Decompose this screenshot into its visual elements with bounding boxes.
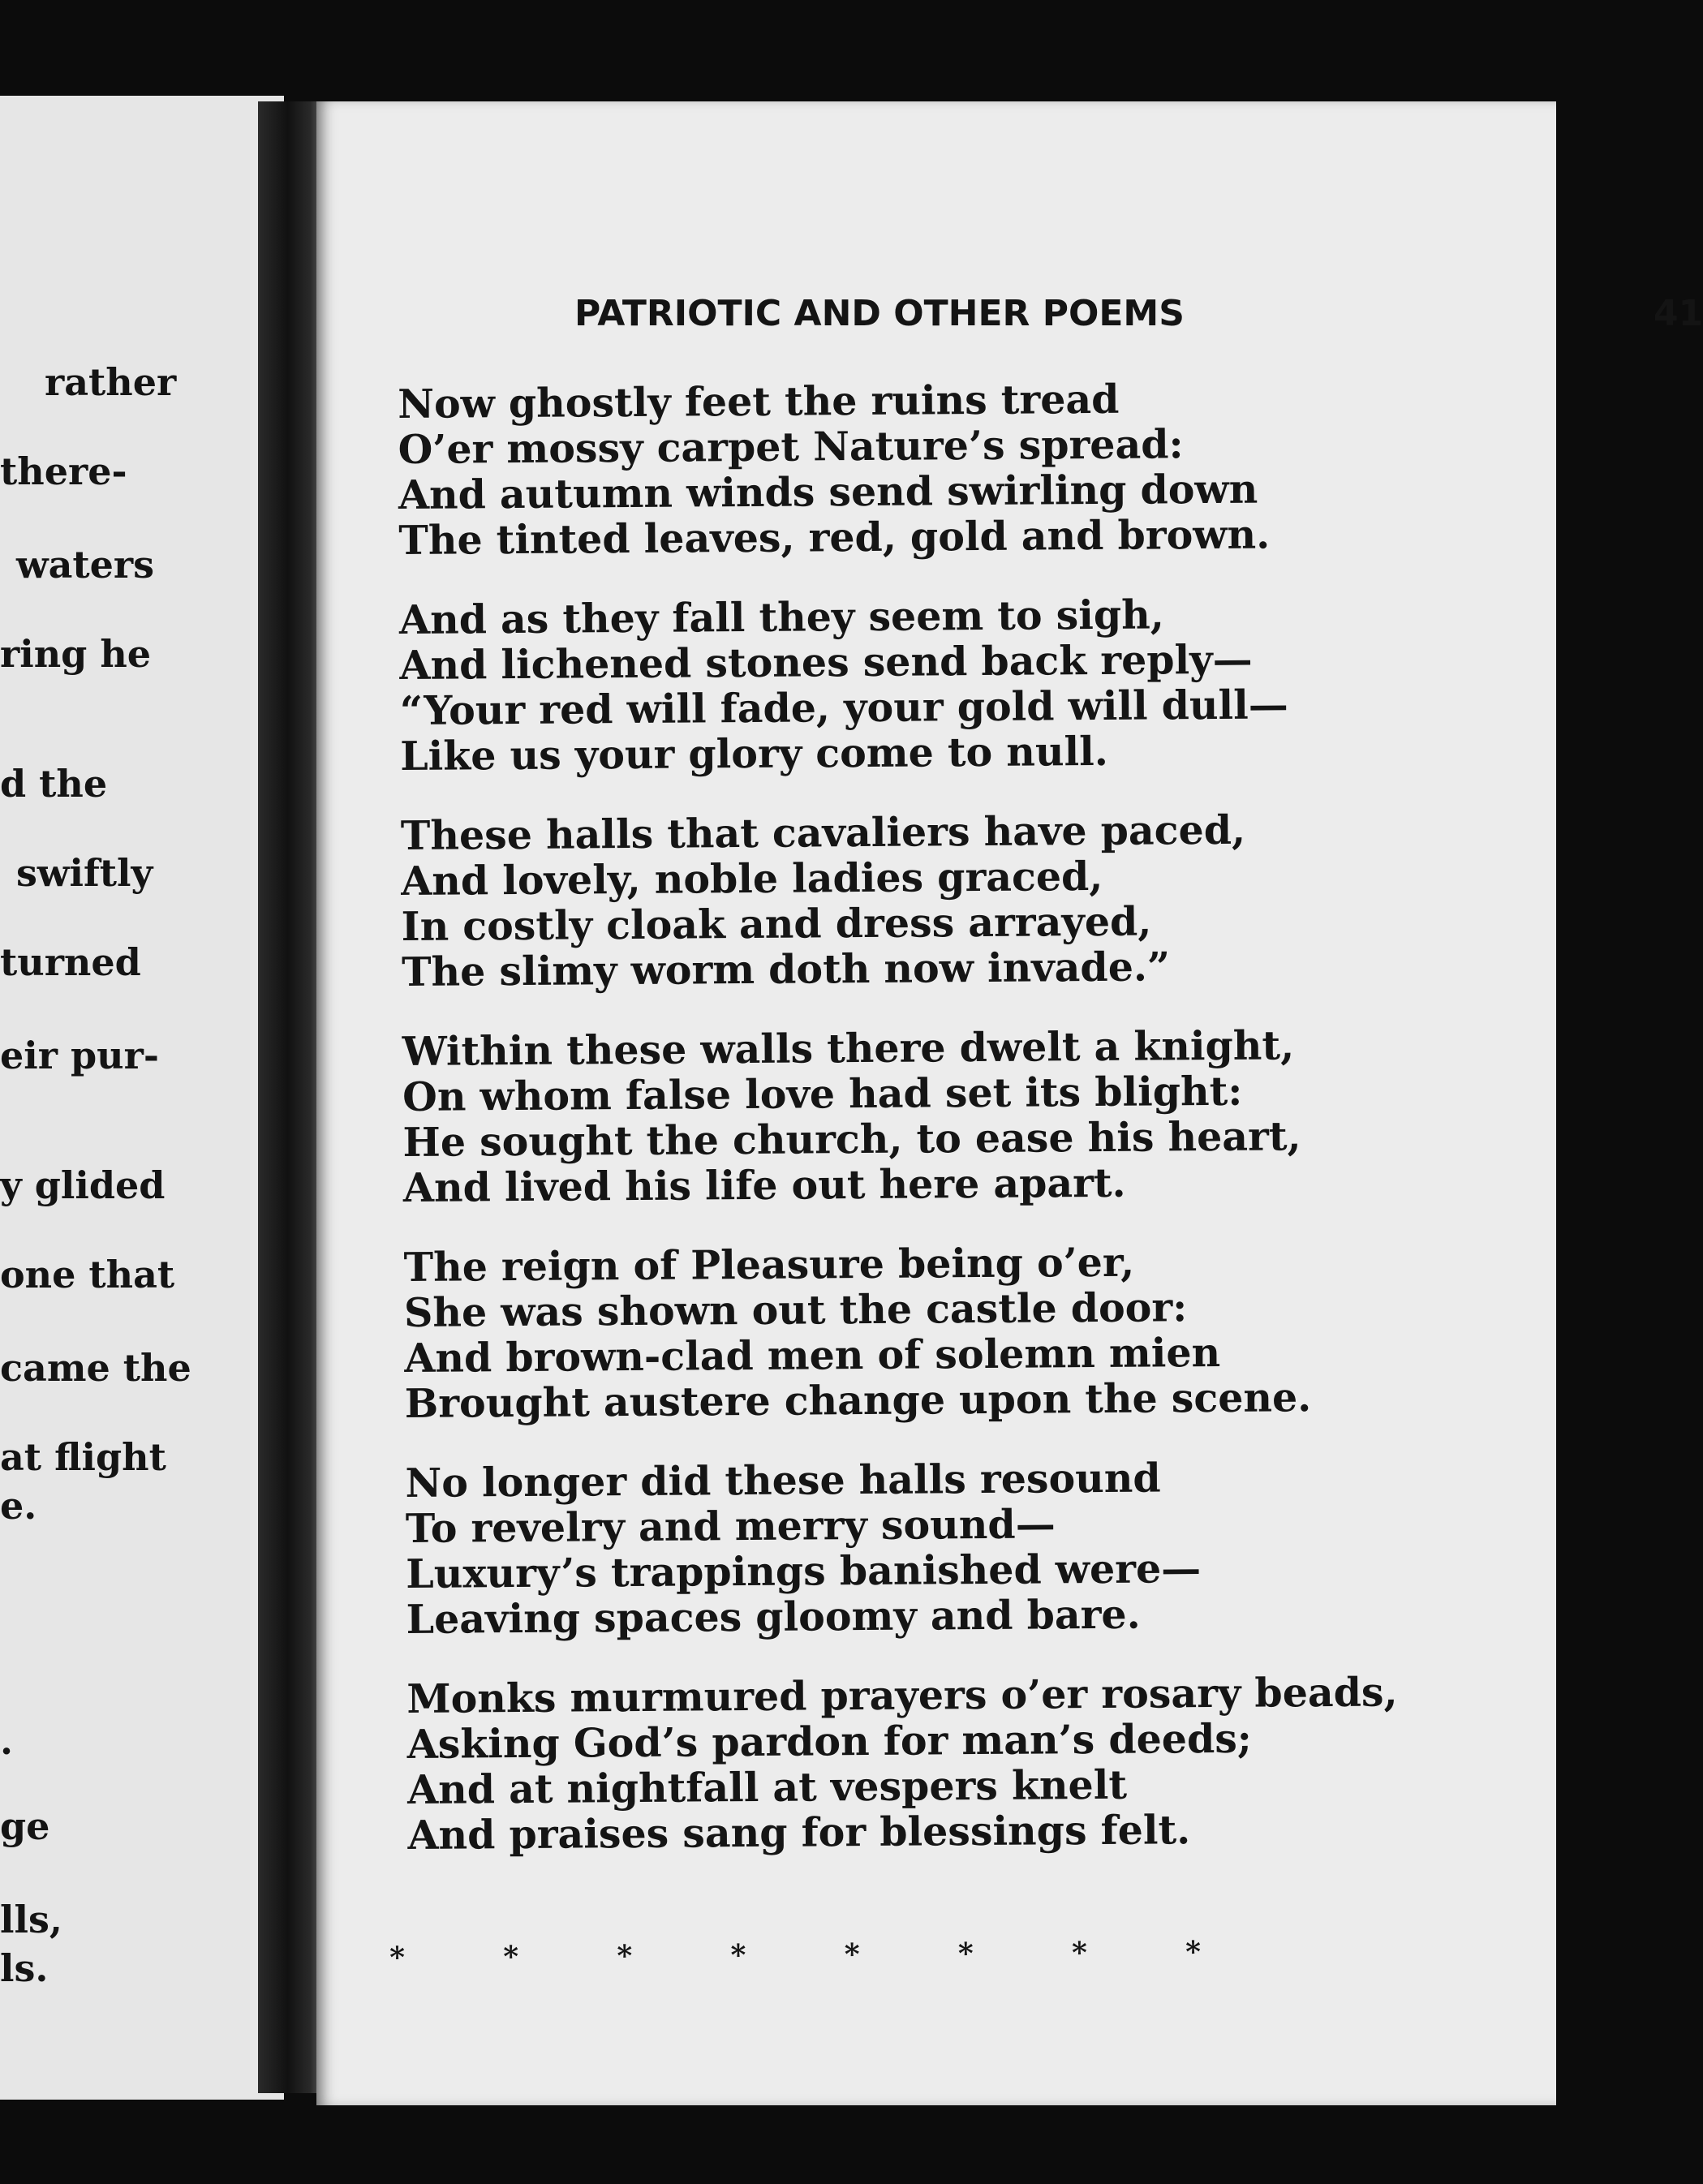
left-fragment: y glided — [0, 1163, 166, 1207]
poem-line: Leaving spaces gloomy and bare. — [406, 1590, 1141, 1643]
left-fragment: swiftly — [16, 851, 153, 895]
poem-line: Brought austere change upon the scene. — [404, 1374, 1312, 1427]
poem-line: These halls that cavaliers have paced, — [400, 806, 1246, 859]
left-fragment: . — [0, 1719, 14, 1763]
left-fragment: there- — [0, 449, 127, 493]
asterisk-ornament: * — [1185, 1935, 1202, 1970]
poem-line: She was shown out the castle door: — [403, 1283, 1188, 1336]
page-number: 41 — [1654, 293, 1703, 334]
left-fragment: waters — [16, 543, 155, 587]
stanza — [403, 1236, 1541, 1426]
left-fragment: one that — [0, 1253, 175, 1296]
poem-line: And brown-clad men of solemn mien — [404, 1328, 1221, 1382]
poem-line: To revelry and merry sound— — [405, 1500, 1056, 1552]
poem-line: On whom false love had set its blight: — [402, 1067, 1243, 1120]
stanza — [402, 1021, 1540, 1210]
poem-line: Monks murmured prayers o’er rosary beads, — [406, 1668, 1398, 1722]
left-fragment: turned — [0, 940, 141, 984]
poem-line: In costly cloak and dress arrayed, — [401, 897, 1152, 950]
poem-line: And lichened stones send back reply— — [399, 635, 1253, 689]
poem-line: And at nightfall at vespers knelt — [406, 1761, 1128, 1813]
asterisk-ornament: * — [503, 1939, 519, 1975]
poem-line: And praises sang for blessings felt. — [407, 1806, 1191, 1859]
running-head-title: PATRIOTIC AND OTHER POEMS — [574, 293, 1185, 334]
poem-line: He sought the church, to ease his heart, — [402, 1112, 1301, 1166]
left-fragment: eir pur- — [0, 1034, 159, 1077]
stanza — [399, 589, 1537, 779]
stanza — [405, 1452, 1542, 1642]
poem-line: “Your red will fade, your gold will dull— — [399, 681, 1288, 734]
poem-line: The reign of Pleasure being o’er, — [403, 1238, 1135, 1291]
left-fragment: d the — [0, 762, 108, 806]
left-fragment: e. — [0, 1484, 37, 1528]
asterisk-ornament: * — [1071, 1935, 1088, 1971]
poem-line: And autumn winds send swirling down — [398, 465, 1258, 518]
left-fragment: ring he — [0, 632, 152, 676]
poem-body — [398, 373, 1544, 1892]
stanza — [398, 373, 1535, 563]
asterisk-ornament: * — [957, 1936, 974, 1971]
poem-line: Within these walls there dwelt a knight, — [402, 1021, 1295, 1075]
left-fragment: ls. — [0, 1946, 49, 1990]
asterisk-ornament: * — [389, 1940, 406, 1975]
left-fragment: at flight — [0, 1435, 166, 1479]
left-fragment: ge — [0, 1804, 50, 1848]
poem-line: Now ghostly feet the ruins tread — [397, 375, 1120, 428]
poem-line: The tinted leaves, red, gold and brown. — [398, 510, 1271, 564]
poem-line: And lovely, noble ladies graced, — [401, 852, 1103, 905]
poem-line: The slimy worm doth now invade.” — [401, 943, 1171, 995]
stanza — [401, 805, 1538, 995]
poem-line: Asking God’s pardon for man’s deeds; — [406, 1714, 1253, 1768]
previous-page — [0, 96, 284, 2100]
poem-line: No longer did these halls resound — [405, 1454, 1161, 1507]
left-fragment: rather — [45, 360, 177, 404]
left-fragment: came the — [0, 1346, 191, 1390]
asterisk-ornament-row — [389, 1935, 1202, 1975]
poem-line: And as they fall they seem to sigh, — [398, 591, 1165, 643]
asterisk-ornament: * — [844, 1937, 860, 1972]
left-fragment: lls, — [0, 1898, 62, 1941]
poem-line: And lived his life out here apart. — [402, 1159, 1126, 1211]
poem-line: Like us your glory come to null. — [400, 727, 1109, 780]
asterisk-ornament: * — [730, 1937, 746, 1973]
poem-line: O’er mossy carpet Nature’s spread: — [398, 420, 1184, 473]
asterisk-ornament: * — [617, 1938, 633, 1974]
poem-line: Luxury’s trappings banished were— — [406, 1545, 1202, 1597]
page-41 — [316, 101, 1703, 2105]
stanza — [406, 1668, 1544, 1858]
